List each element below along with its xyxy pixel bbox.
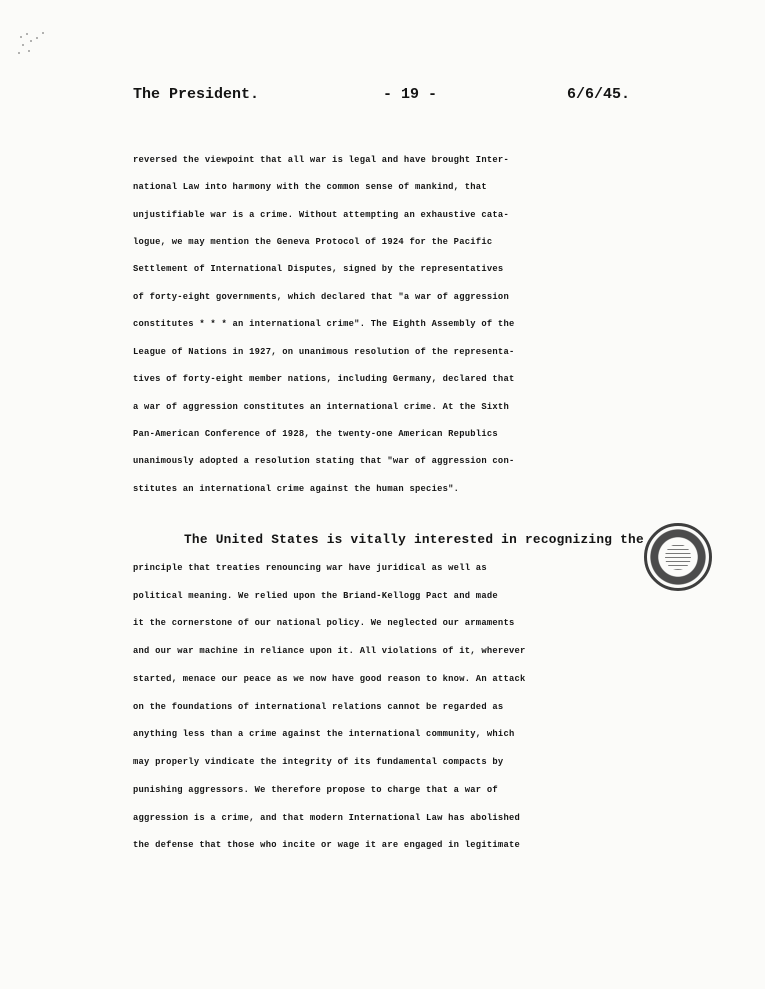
text-line: principle that treaties renouncing war have juridical as well as — [133, 563, 487, 573]
text-line: tives of forty-eight member nations, including Germany, declared that — [133, 374, 515, 384]
text-line: punishing aggressors. We therefore propose to charge that a war of — [133, 785, 498, 795]
text-line: may properly vindicate the integrity of its fundamental compacts by — [133, 757, 504, 767]
header-date: 6/6/45. — [567, 86, 631, 103]
text-line: League of Nations in 1927, on unanimous resolution of the representa- — [133, 347, 515, 357]
text-line: logue, we may mention the Geneva Protocol of 1924 for the Pacific — [133, 237, 493, 247]
header-addressee: The President. — [133, 86, 260, 103]
text-line: aggression is a crime, and that modern International Law has abolished — [133, 813, 521, 823]
page-number: - 19 - — [383, 86, 438, 103]
stamp-center-mark — [665, 544, 691, 570]
text-line: reversed the viewpoint that all war is legal and have brought Inter- — [133, 155, 509, 165]
text-line: national Law into harmony with the common sense of mankind, that — [133, 182, 487, 192]
corner-speckle-mark — [16, 30, 56, 64]
text-line: stitutes an international crime against the human species". — [133, 484, 460, 494]
paragraph-first-line: The United States is vitally interested in recognizing the — [184, 532, 644, 547]
text-line: constitutes * * * an international crime". The Eighth Assembly of the — [133, 319, 515, 329]
text-line: on the foundations of international relations cannot be regarded as — [133, 702, 504, 712]
text-line: Settlement of International Disputes, signed by the representatives — [133, 264, 504, 274]
library-seal-stamp — [644, 523, 712, 591]
text-line: political meaning. We relied upon the Briand-Kellogg Pact and made — [133, 591, 498, 601]
text-line: unanimously adopted a resolution stating that "war of aggression con- — [133, 456, 515, 466]
text-line: of forty-eight governments, which declared that "a war of aggression — [133, 292, 509, 302]
text-line: it the cornerstone of our national policy. We neglected our armaments — [133, 618, 515, 628]
text-line: unjustifiable war is a crime. Without attempting an exhaustive cata- — [133, 210, 509, 220]
text-line: a war of aggression constitutes an international crime. At the Sixth — [133, 402, 509, 412]
text-line: started, menace our peace as we now have good reason to know. An attack — [133, 674, 526, 684]
text-line: and our war machine in reliance upon it. All violations of it, wherever — [133, 646, 526, 656]
page-header — [0, 86, 765, 110]
text-line: the defense that those who incite or wage it are engaged in legitimate — [133, 840, 521, 850]
text-line: Pan-American Conference of 1928, the twenty-one American Republics — [133, 429, 498, 439]
text-line: anything less than a crime against the international community, which — [133, 729, 515, 739]
